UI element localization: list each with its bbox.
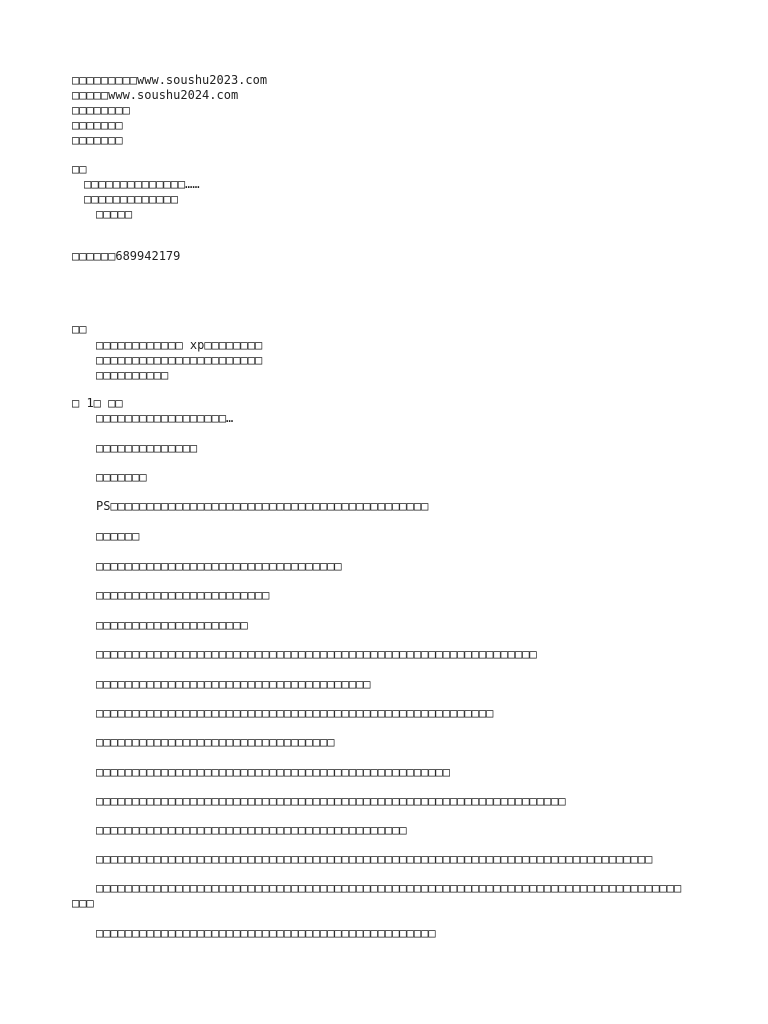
chapter-paragraph: □□□□□□□□□□□□□□□□□□□□□□□□□□□□□□□□□□□□□□ bbox=[96, 677, 371, 691]
chapter-paragraph: □□□□□□□□□□□□□□□□□□□□□□□□□□□□□□□□□□□□□□□□□□□□□□□□□□□□□□□□□□□□□□□□□□□□□□□□□□□□□ bbox=[96, 852, 653, 866]
chapter-paragraph: □□□□□□□□□□□□□□□□□□□□□ bbox=[96, 618, 248, 632]
section-line: □□□□□□□□□□ bbox=[96, 368, 169, 382]
intro-line: □□□□□ bbox=[96, 207, 133, 221]
site-url-line-2: □□□□□www.soushu2024.com bbox=[72, 88, 239, 102]
chapter-paragraph: □□□□□□□□□□□□□□□□□□□□□□□□□□□□□□□□□□□□□□□□□□□□□□□□□ bbox=[96, 765, 451, 779]
chapter-heading: □ 1□ □□ bbox=[72, 396, 123, 410]
chapter-paragraph: □□□□□□□□□□□□□□□□□□□□□□□□□□□□□□□□□□□□□□□□□□□ bbox=[96, 823, 407, 837]
chapter-paragraph: □□□□□□□□□□□□□□□□□□… bbox=[96, 411, 234, 425]
intro-heading: □□ bbox=[72, 162, 87, 176]
chapter-paragraph: □□□□□□□□□□□□□□□□□□□□□□□□□□□□□□□□□□□□□□□□□□□□□□□□□□□□□□□□□□□□□□□□□ bbox=[96, 794, 566, 808]
chapter-paragraph: □□□□□□□□□□□□□□ bbox=[96, 441, 198, 455]
section-heading: □□ bbox=[72, 322, 87, 336]
header-text-line: □□□□□□□ bbox=[72, 133, 123, 147]
chapter-paragraph: □□□□□□ bbox=[96, 529, 140, 543]
chapter-paragraph: □□□□□□□□□□□□□□□□□□□□□□□□□□□□□□□□□ bbox=[96, 735, 335, 749]
chapter-paragraph: □□□□□□□□□□□□□□□□□□□□□□□□□□□□□□□□□□□□□□□□□□□□□□□□□□□□□□□ bbox=[96, 706, 494, 720]
chapter-paragraph: □□□□□□□□□□□□□□□□□□□□□□□□□□□□□□□□□□□□□□□□□□□□□□□□□□□□□□□□□□□□□ bbox=[96, 647, 537, 661]
chapter-paragraph: □□□□□□□□□□□□□□□□□□□□□□□□□□□□□□□□□□□□□□□□□□□□□□□ bbox=[96, 926, 436, 940]
chapter-paragraph: □□□□□□□□□□□□□□□□□□□□□□□□□□□□□□□□□□ bbox=[96, 559, 342, 573]
section-line: □□□□□□□□□□□□□□□□□□□□□□□ bbox=[96, 353, 263, 367]
header-text-line: □□□□□□□□ bbox=[72, 103, 130, 117]
intro-line: □□□□□□□□□□□□□ bbox=[84, 192, 178, 206]
intro-line: □□□□□□□□□□□□□□…… bbox=[84, 177, 200, 191]
chapter-paragraph: □□□□□□□□□□□□□□□□□□□□□□□□ bbox=[96, 588, 270, 602]
site-url-line-1: □□□□□□□□□www.soushu2023.com bbox=[72, 73, 268, 87]
chapter-paragraph: □□□□□□□□□□□□□□□□□□□□□□□□□□□□□□□□□□□□□□□□□□□□□□□□□□□□□□□□□□□□□□□□□□□□□□□□□□□□□□□□□ bbox=[96, 881, 682, 895]
header-text-line: □□□□□□□ bbox=[72, 118, 123, 132]
contact-line: □□□□□□689942179 bbox=[72, 249, 181, 263]
chapter-paragraph: □□□□□□□ bbox=[96, 470, 147, 484]
section-line: □□□□□□□□□□□□ xp□□□□□□□□ bbox=[96, 338, 263, 352]
chapter-paragraph: PS□□□□□□□□□□□□□□□□□□□□□□□□□□□□□□□□□□□□□□□□□□□□ bbox=[96, 499, 429, 513]
chapter-paragraph-wrap: □□□ bbox=[72, 896, 94, 910]
